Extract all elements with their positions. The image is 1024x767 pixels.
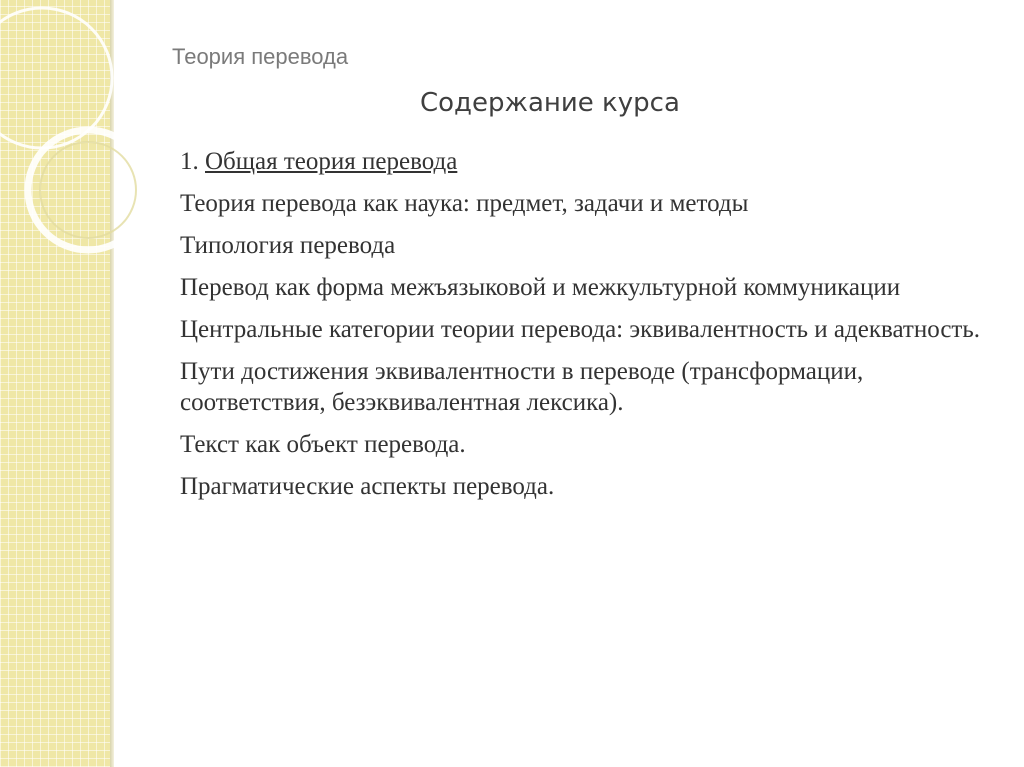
course-contents-heading: Содержание курса bbox=[420, 88, 680, 118]
decorative-rings bbox=[0, 0, 140, 300]
list-item: Типология перевода bbox=[180, 232, 396, 259]
section-title-link[interactable]: Общая теория перевода bbox=[205, 148, 458, 175]
list-item: Текст как объект перевода. bbox=[180, 431, 466, 458]
list-item-section-1 bbox=[180, 146, 980, 177]
list-item: Теория перевода как наука: предмет, задачи и методы bbox=[180, 190, 749, 217]
list-item: Пути достижения эквивалентности в переводе (трансформации, соответствия, безэквивалентная лексика). bbox=[180, 358, 864, 416]
course-contents-list bbox=[180, 146, 980, 513]
list-item: Центральные категории теории перевода: эквивалентность и адекватность. bbox=[180, 316, 980, 343]
list-item: Перевод как форма межъязыковой и межкультурной коммуникации bbox=[180, 274, 901, 301]
section-number: 1. bbox=[180, 148, 199, 175]
slide-header-title: Теория перевода bbox=[172, 44, 349, 69]
decorative-ring-small bbox=[28, 130, 140, 250]
list-item: Прагматические аспекты перевода. bbox=[180, 473, 555, 500]
decorative-ring-inner bbox=[40, 142, 136, 238]
